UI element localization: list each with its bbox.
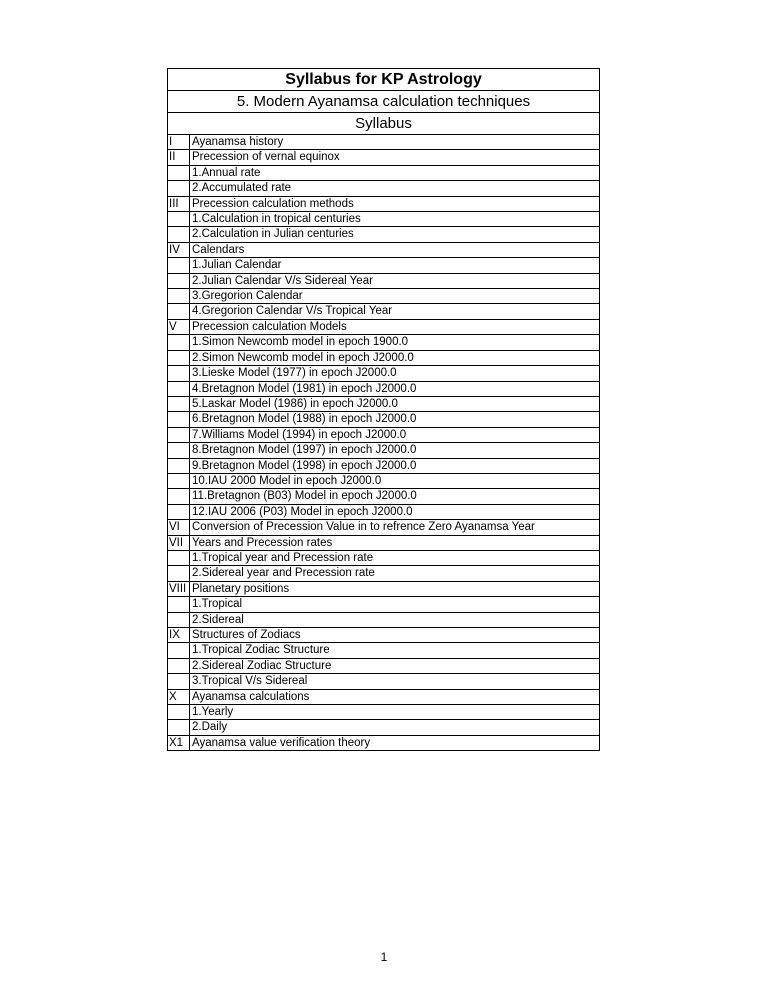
row-number (168, 335, 190, 350)
row-text: 1.Tropical (190, 597, 600, 612)
row-number (168, 412, 190, 427)
row-number (168, 366, 190, 381)
document-subtitle: 5. Modern Ayanamsa calculation techniques (168, 91, 600, 113)
table-row (168, 689, 600, 704)
subtitle-row (168, 91, 600, 113)
row-text: 2.Calculation in Julian centuries (190, 227, 600, 242)
row-number: IX (168, 628, 190, 643)
row-number (168, 396, 190, 411)
table-row (168, 658, 600, 673)
row-text: Planetary positions (190, 581, 600, 596)
row-text: 5.Laskar Model (1986) in epoch J2000.0 (190, 396, 600, 411)
row-text: 3.Gregorion Calendar (190, 289, 600, 304)
row-number (168, 258, 190, 273)
row-number (168, 566, 190, 581)
table-row (168, 597, 600, 612)
row-number (168, 304, 190, 319)
section-heading: Syllabus (168, 113, 600, 135)
row-text: Conversion of Precession Value in to refrence Zero Ayanamsa Year (190, 520, 600, 535)
row-text: 3.Tropical V/s Sidereal (190, 674, 600, 689)
row-number (168, 289, 190, 304)
row-text: 10.IAU 2000 Model in epoch J2000.0 (190, 473, 600, 488)
row-text: 11.Bretagnon (B03) Model in epoch J2000.0 (190, 489, 600, 504)
row-text: 1.Yearly (190, 705, 600, 720)
table-row (168, 319, 600, 334)
row-text: 2.Accumulated rate (190, 181, 600, 196)
row-text: 4.Gregorion Calendar V/s Tropical Year (190, 304, 600, 319)
row-text: Ayanamsa calculations (190, 689, 600, 704)
row-text: Precession calculation Models (190, 319, 600, 334)
row-text: Ayanamsa history (190, 135, 600, 150)
table-row (168, 720, 600, 735)
table-row (168, 165, 600, 180)
row-text: Years and Precession rates (190, 535, 600, 550)
row-number (168, 427, 190, 442)
table-row (168, 289, 600, 304)
row-text: Calendars (190, 242, 600, 257)
row-text: 2.Simon Newcomb model in epoch J2000.0 (190, 350, 600, 365)
table-row (168, 566, 600, 581)
table-row (168, 150, 600, 165)
row-text: 1.Annual rate (190, 165, 600, 180)
title-row (168, 69, 600, 91)
table-row (168, 427, 600, 442)
table-row (168, 489, 600, 504)
row-number (168, 381, 190, 396)
row-number (168, 473, 190, 488)
row-number (168, 443, 190, 458)
row-number (168, 504, 190, 519)
row-number: I (168, 135, 190, 150)
row-text: 2.Daily (190, 720, 600, 735)
table-row (168, 550, 600, 565)
row-text: 8.Bretagnon Model (1997) in epoch J2000.0 (190, 443, 600, 458)
table-row (168, 674, 600, 689)
table-row (168, 612, 600, 627)
row-number (168, 550, 190, 565)
row-text: 9.Bretagnon Model (1998) in epoch J2000.0 (190, 458, 600, 473)
row-text: 2.Sidereal Zodiac Structure (190, 658, 600, 673)
row-text: 1.Tropical Zodiac Structure (190, 643, 600, 658)
row-text: 2.Sidereal (190, 612, 600, 627)
row-text: 12.IAU 2006 (P03) Model in epoch J2000.0 (190, 504, 600, 519)
row-number: IV (168, 242, 190, 257)
table-row (168, 335, 600, 350)
table-row (168, 735, 600, 750)
table-row (168, 458, 600, 473)
table-row (168, 628, 600, 643)
table-row (168, 196, 600, 211)
table-row (168, 443, 600, 458)
row-number: VIII (168, 581, 190, 596)
table-row (168, 304, 600, 319)
row-number (168, 227, 190, 242)
table-row (168, 473, 600, 488)
table-row (168, 581, 600, 596)
table-row (168, 520, 600, 535)
row-number (168, 612, 190, 627)
row-number (168, 181, 190, 196)
row-number (168, 489, 190, 504)
row-number (168, 705, 190, 720)
row-number (168, 273, 190, 288)
row-number: II (168, 150, 190, 165)
row-text: 2.Julian Calendar V/s Sidereal Year (190, 273, 600, 288)
table-row (168, 242, 600, 257)
table-row (168, 212, 600, 227)
row-text: Ayanamsa value verification theory (190, 735, 600, 750)
document-title: Syllabus for KP Astrology (168, 69, 600, 91)
table-row (168, 350, 600, 365)
row-number (168, 458, 190, 473)
table-row (168, 381, 600, 396)
row-text: 3.Lieske Model (1977) in epoch J2000.0 (190, 366, 600, 381)
table-row (168, 643, 600, 658)
row-number (168, 658, 190, 673)
row-number (168, 165, 190, 180)
row-number: VI (168, 520, 190, 535)
page-number: 1 (380, 950, 388, 964)
row-text: Structures of Zodiacs (190, 628, 600, 643)
table-row (168, 273, 600, 288)
table-row (168, 504, 600, 519)
row-text: Precession of vernal equinox (190, 150, 600, 165)
row-number: X (168, 689, 190, 704)
row-number: V (168, 319, 190, 334)
table-row (168, 705, 600, 720)
row-number (168, 350, 190, 365)
row-text: 1.Tropical year and Precession rate (190, 550, 600, 565)
table-row (168, 258, 600, 273)
row-text: 4.Bretagnon Model (1981) in epoch J2000.0 (190, 381, 600, 396)
row-number: III (168, 196, 190, 211)
row-number (168, 674, 190, 689)
syllabus-table-body (168, 69, 600, 751)
row-number (168, 720, 190, 735)
row-text: 7.Williams Model (1994) in epoch J2000.0 (190, 427, 600, 442)
row-number (168, 597, 190, 612)
table-row (168, 535, 600, 550)
table-row (168, 412, 600, 427)
syllabus-table (167, 68, 600, 751)
row-number (168, 643, 190, 658)
table-row (168, 135, 600, 150)
row-number (168, 212, 190, 227)
row-number: X1 (168, 735, 190, 750)
row-text: 6.Bretagnon Model (1988) in epoch J2000.0 (190, 412, 600, 427)
row-text: 2.Sidereal year and Precession rate (190, 566, 600, 581)
table-row (168, 396, 600, 411)
table-row (168, 366, 600, 381)
section-heading-row (168, 113, 600, 135)
row-text: 1.Calculation in tropical centuries (190, 212, 600, 227)
row-text: Precession calculation methods (190, 196, 600, 211)
table-row (168, 181, 600, 196)
table-row (168, 227, 600, 242)
row-text: 1.Simon Newcomb model in epoch 1900.0 (190, 335, 600, 350)
row-text: 1.Julian Calendar (190, 258, 600, 273)
row-number: VII (168, 535, 190, 550)
